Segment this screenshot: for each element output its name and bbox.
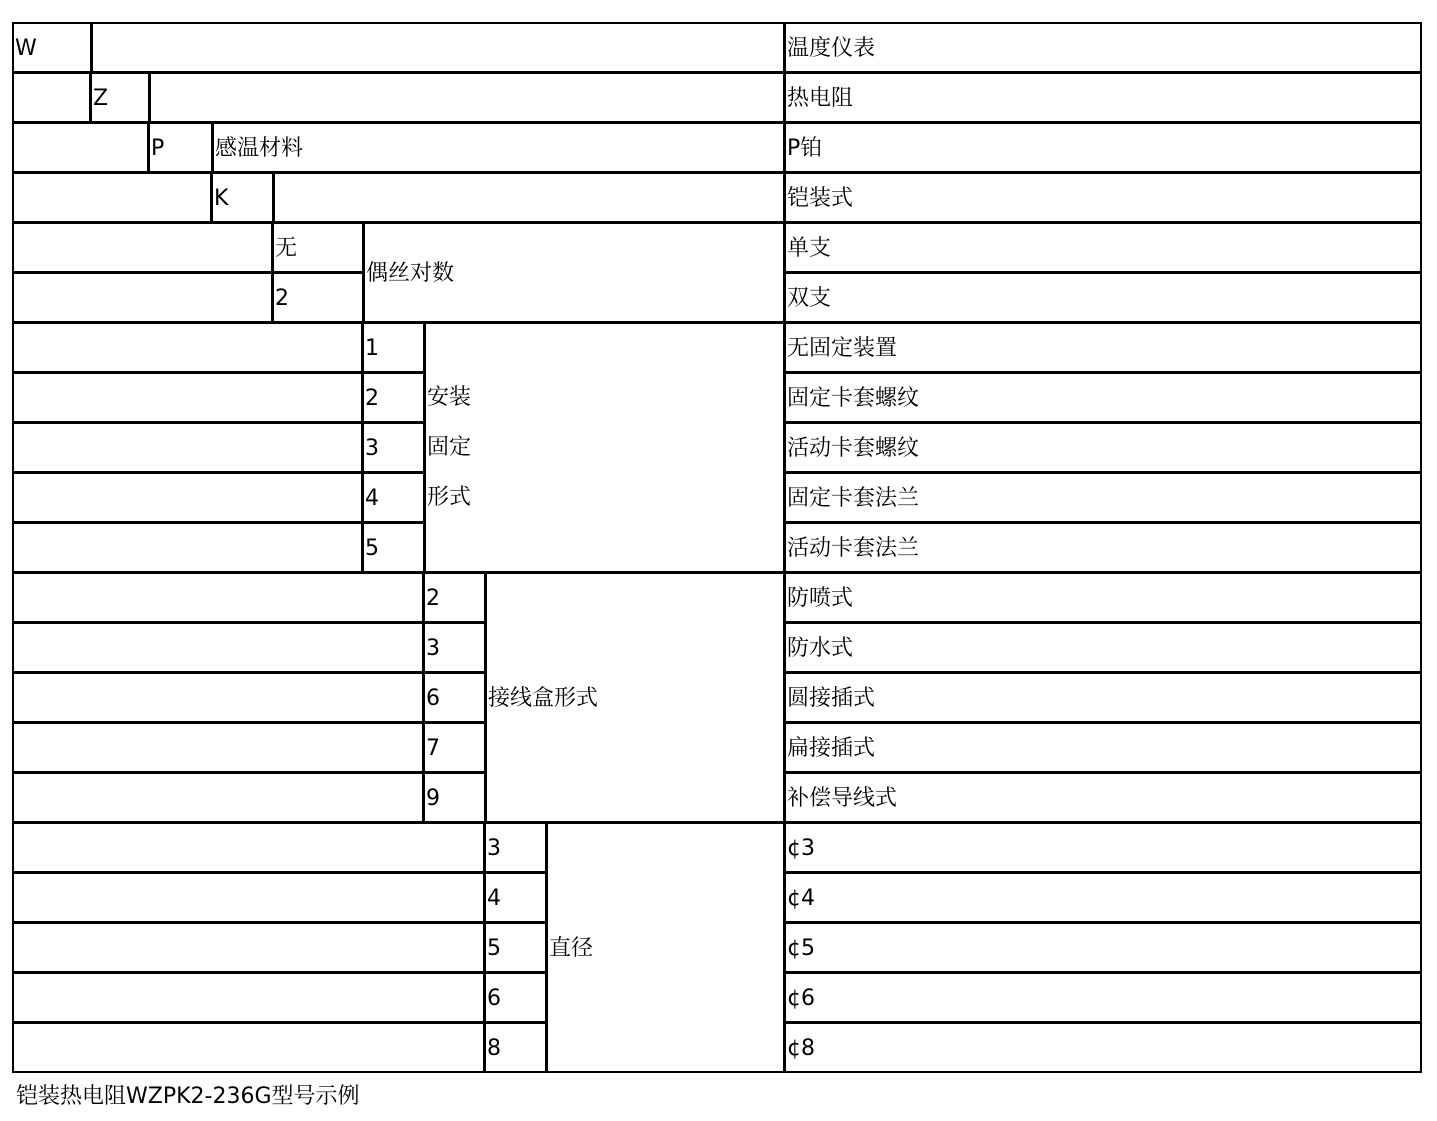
description-cell: 防水式 (784, 622, 1422, 673)
description-cell: 双支 (784, 272, 1422, 323)
row-indent-blank (12, 572, 424, 623)
mounting-label-line: 固定 (427, 434, 472, 460)
description-cell: 无固定装置 (784, 322, 1422, 373)
description-cell: ¢8 (784, 1022, 1422, 1073)
description-cell: 铠装式 (784, 172, 1422, 223)
description-cell: ¢5 (784, 922, 1422, 973)
row-indent-blank (12, 372, 363, 423)
description-cell: 活动卡套法兰 (784, 522, 1422, 573)
code-cell: 5 (484, 922, 547, 973)
code-cell: 2 (362, 372, 425, 423)
row-indent-blank (12, 222, 273, 273)
w-group-blank (91, 22, 785, 73)
code-cell: 4 (362, 472, 425, 523)
row-indent-blank (12, 822, 485, 873)
description-cell: 固定卡套法兰 (784, 472, 1422, 523)
code-cell: 5 (362, 522, 425, 573)
code-cell: 6 (484, 972, 547, 1023)
code-cell: 2 (423, 572, 486, 623)
row-indent-blank (12, 472, 363, 523)
code-cell: 8 (484, 1022, 547, 1073)
row-indent-blank (12, 872, 485, 923)
description-cell: P铂 (784, 122, 1422, 173)
row-indent-blank (12, 322, 363, 373)
row-indent-blank (12, 672, 424, 723)
code-cell: Z (90, 72, 150, 123)
row-indent-blank (12, 622, 424, 673)
row-indent-blank (12, 272, 273, 323)
code-cell: 1 (362, 322, 425, 373)
mounting-label-line: 形式 (427, 484, 472, 510)
description-cell: 补偿导线式 (784, 772, 1422, 823)
code-cell: 6 (423, 672, 486, 723)
row-indent-blank (12, 172, 212, 223)
description-cell: 热电阻 (784, 72, 1422, 123)
description-cell: 温度仪表 (784, 22, 1422, 73)
row-indent-blank (12, 1022, 485, 1073)
k-group-blank (273, 172, 785, 223)
description-cell: 活动卡套螺纹 (784, 422, 1422, 473)
row-indent-blank (12, 722, 424, 773)
code-cell: W (12, 22, 92, 73)
description-cell: 扁接插式 (784, 722, 1422, 773)
description-cell: ¢6 (784, 972, 1422, 1023)
z-group-blank (149, 72, 785, 123)
mounting-label (424, 322, 785, 573)
code-cell: 7 (423, 722, 486, 773)
row-indent-blank (12, 972, 485, 1023)
diameter-label: 直径 (546, 822, 785, 1073)
row-indent-blank (12, 122, 149, 173)
row-indent-blank (12, 522, 363, 573)
description-cell: 防喷式 (784, 572, 1422, 623)
junction-box-label: 接线盒形式 (485, 572, 785, 823)
code-cell: 2 (272, 272, 364, 323)
row-indent-blank (12, 422, 363, 473)
description-cell: 单支 (784, 222, 1422, 273)
wire-pairs-label: 偶丝对数 (363, 222, 785, 323)
description-cell: ¢3 (784, 822, 1422, 873)
code-cell: 无 (272, 222, 364, 273)
row-indent-blank (12, 72, 91, 123)
description-cell: ¢4 (784, 872, 1422, 923)
code-cell: K (211, 172, 274, 223)
description-cell: 固定卡套螺纹 (784, 372, 1422, 423)
row-indent-blank (12, 772, 424, 823)
table-caption: 铠装热电阻WZPK2-236G型号示例 (16, 1084, 360, 1109)
code-cell: 3 (362, 422, 425, 473)
code-cell: 9 (423, 772, 486, 823)
code-cell: 4 (484, 872, 547, 923)
description-cell: 圆接插式 (784, 672, 1422, 723)
code-cell: 3 (423, 622, 486, 673)
sensing-material-label: 感温材料 (212, 122, 785, 173)
row-indent-blank (12, 922, 485, 973)
code-cell: P (148, 122, 213, 173)
code-cell: 3 (484, 822, 547, 873)
mounting-label-line: 安装 (427, 384, 472, 410)
